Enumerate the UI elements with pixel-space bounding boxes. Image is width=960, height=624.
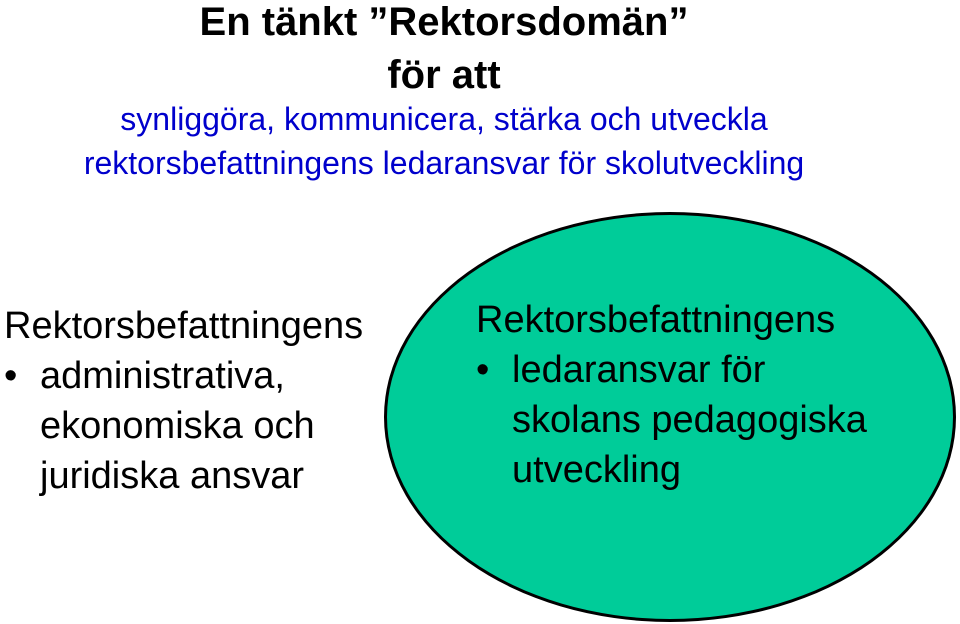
administrative-responsibility-box (4, 301, 363, 501)
bullet-icon: • (4, 355, 18, 397)
leadership-responsibility-box (476, 295, 867, 495)
title-line-2: för att (387, 53, 501, 97)
right-bullet-item (476, 345, 867, 495)
left-box-heading: Rektorsbefattningens (4, 305, 364, 347)
right-bullet-text: ledaransvar för skolans pedagogiska utveckling (512, 349, 867, 491)
title-line-1: En tänkt ”Rektorsdomän” (199, 0, 689, 44)
left-bullet-text: administrativa, ekonomiska och juridiska ansvar (40, 355, 315, 497)
bullet-icon: • (476, 349, 490, 391)
left-bullet-item (4, 351, 363, 501)
right-box-heading: Rektorsbefattningens (476, 299, 836, 341)
subtitle-line-1: synliggöra, kommunicera, stärka och utveckla (120, 101, 768, 137)
subtitle-line-2: rektorsbefattningens ledaransvar för skolutveckling (83, 145, 805, 181)
